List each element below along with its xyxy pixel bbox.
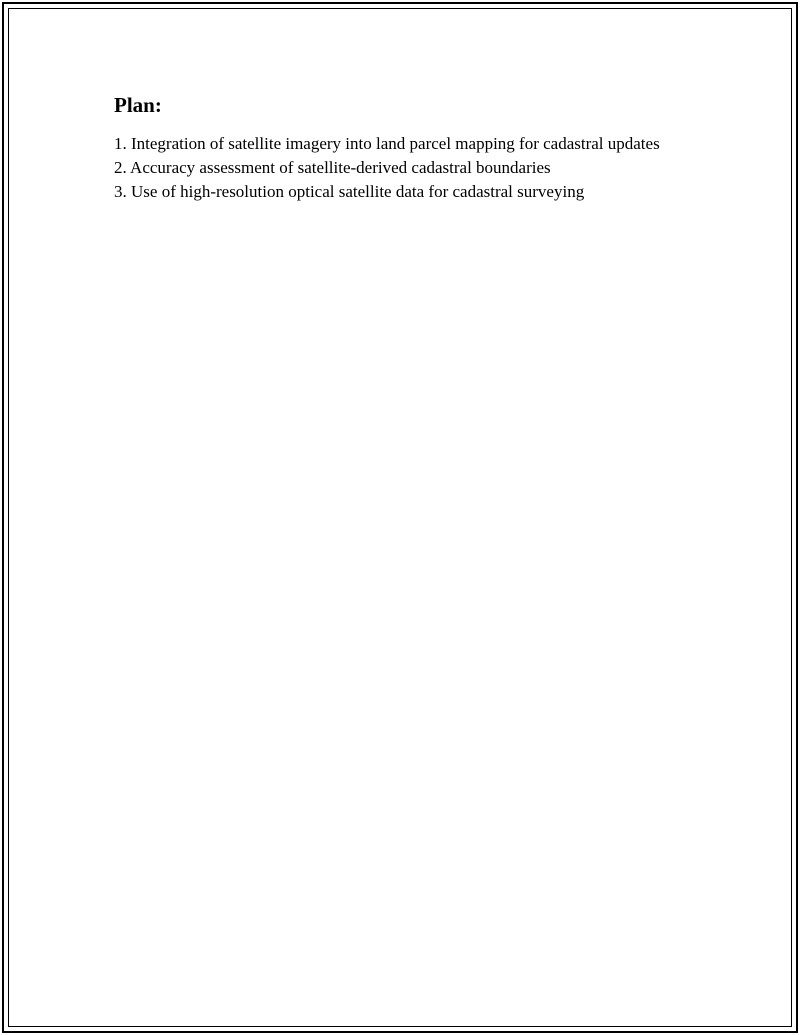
plan-item-3: 3. Use of high-resolution optical satellite data for cadastral surveying — [114, 182, 585, 201]
document-content — [114, 92, 674, 204]
plan-item-1: 1. Integration of satellite imagery into land parcel mapping for cadastral updates — [114, 134, 660, 153]
plan-item-2: 2. Accuracy assessment of satellite-derived cadastral boundaries — [114, 158, 551, 177]
plan-list — [114, 132, 674, 204]
plan-heading: Plan: — [114, 93, 162, 117]
